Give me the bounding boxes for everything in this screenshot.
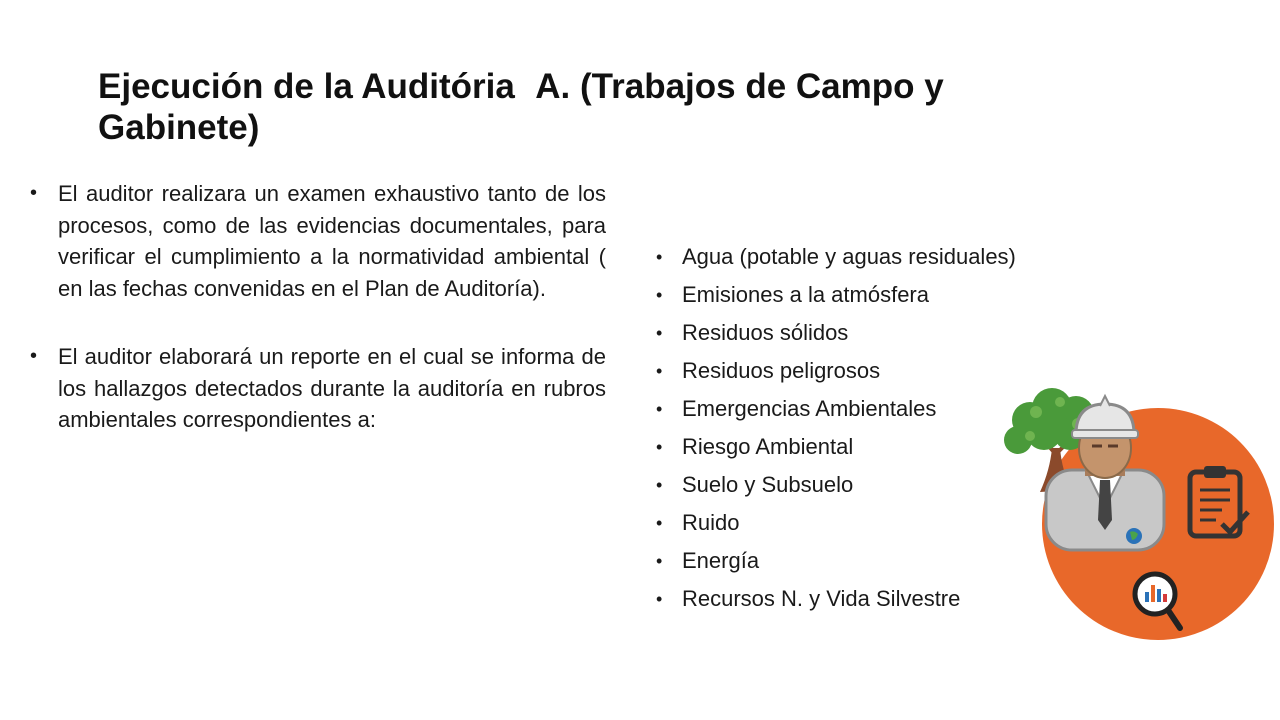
list-item: • Agua (potable y aguas residuales) <box>656 238 1016 276</box>
left-bullet-list <box>30 178 606 436</box>
title-part-1: Ejecución de la Auditória <box>98 67 515 106</box>
title-line-2: Gabinete) <box>98 108 260 147</box>
list-item: • Riesgo Ambiental <box>656 428 1016 466</box>
list-item: • Suelo y Subsuelo <box>656 466 1016 504</box>
list-item: • Emisiones a la atmósfera <box>656 276 1016 314</box>
title-line-1 <box>98 66 1178 107</box>
list-item: • Energía <box>656 542 1016 580</box>
list-item: • Residuos peligrosos <box>656 352 1016 390</box>
environmental-items-list <box>656 238 1016 618</box>
slide-title <box>98 66 1178 148</box>
title-part-2: A. (Trabajos de Campo y <box>535 67 944 106</box>
list-item: • Ruido <box>656 504 1016 542</box>
left-bullet-2: • El auditor elaborará un reporte en el cual se informa de los hallazgos detectados durante la auditoría en rubros ambientales correspondientes a: <box>30 341 606 436</box>
list-item: • Emergencias Ambientales <box>656 390 1016 428</box>
left-bullet-1: • El auditor realizara un examen exhaustivo tanto de los procesos, como de las evidencias documentales, para verificar el cumplimiento a la normatividad ambiental ( en las fechas convenidas en el Plan de Auditoría). <box>30 178 606 304</box>
list-item: • Residuos sólidos <box>656 314 1016 352</box>
auditor-illustration <box>990 388 1276 648</box>
list-item: • Recursos N. y Vida Silvestre <box>656 580 1016 618</box>
